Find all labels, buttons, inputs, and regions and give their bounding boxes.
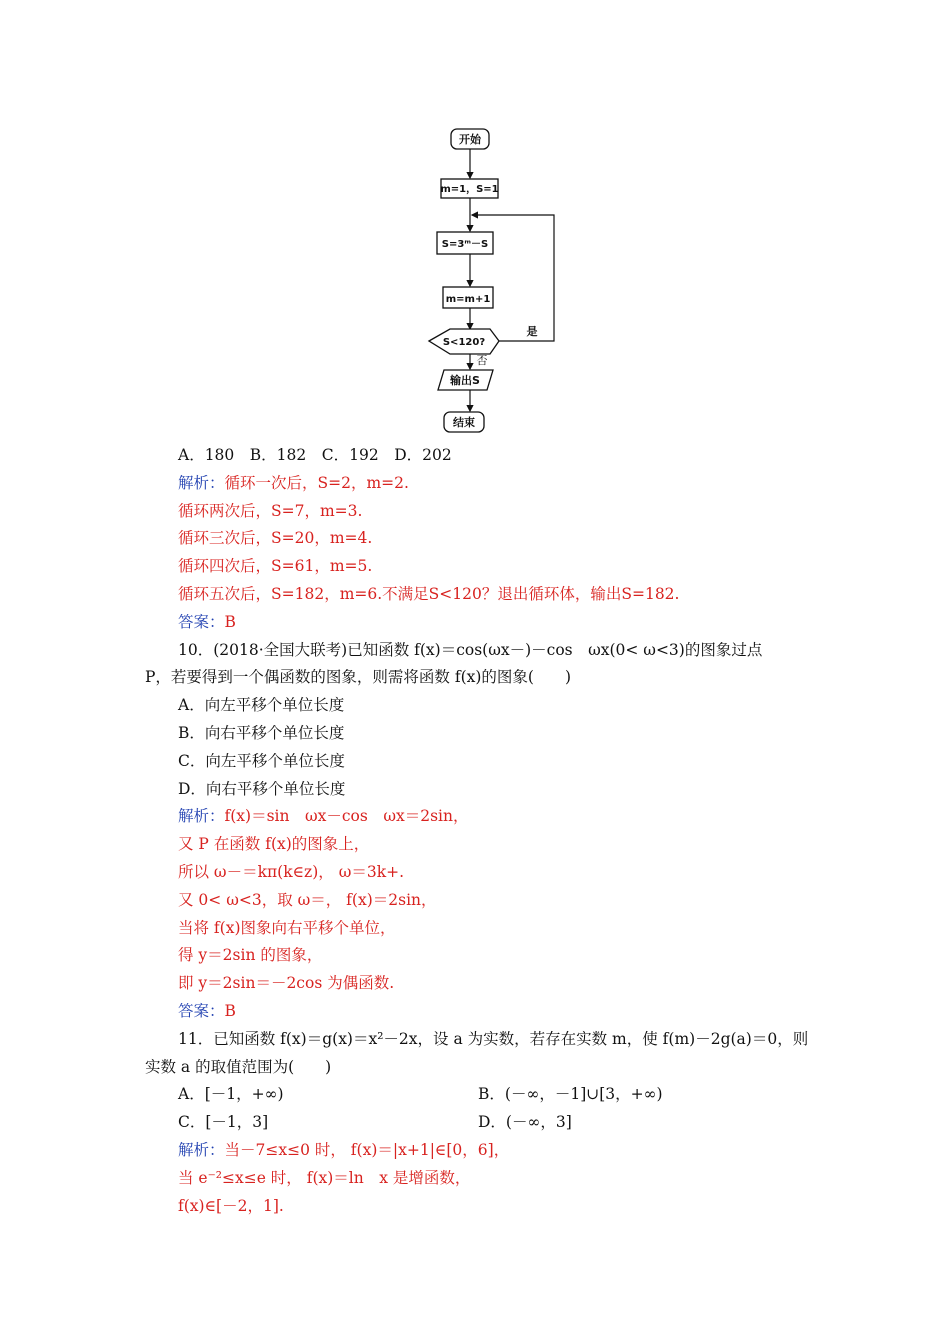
q10-option-c: C．向左平移个单位长度 (178, 751, 345, 770)
q11-analysis-2: 当 e⁻²≤x≤e 时， f(x)＝ln x 是增函数， (178, 1168, 471, 1187)
analysis-text: 当－7≤x≤0 时， f(x)＝|x+1|∈[0，6]， (224, 1140, 510, 1159)
q9-analysis-4: 循环四次后，S=61，m=5. (178, 557, 373, 576)
flowchart (420, 124, 580, 440)
q10-option-d: D．向右平移个单位长度 (178, 779, 346, 798)
q10-analysis-1 (145, 803, 810, 831)
q10-option-b: B．向右平移个单位长度 (178, 723, 345, 742)
q10-answer (145, 998, 810, 1026)
flow-init-label: m=1，S=1 (440, 184, 499, 195)
q9-analysis-2: 循环两次后，S=7，m=3. (178, 501, 363, 520)
answer-label: 答案： (178, 612, 225, 631)
q10-analysis-6: 得 y＝2sin 的图象， (178, 946, 323, 965)
answer-value: B (224, 612, 236, 631)
q11-option-d: D．(－∞，3] (478, 1113, 572, 1132)
flow-condition-label: S<120? (442, 337, 486, 348)
flow-assign-label: S=3ᵐ－S (441, 239, 489, 250)
analysis-label: 解析： (178, 807, 225, 826)
q10-stem-1: 10．(2018·全国大联考)已知函数 f(x)＝cos(ωx－)－cos ωx(0< ω<3)的图象过点 (178, 640, 763, 659)
answer-label: 答案： (178, 1001, 225, 1020)
q11-options-ab (145, 1081, 810, 1109)
q9-options: A．180 B．182 C．192 D．202 (178, 446, 452, 464)
q11-stem-2: 实数 a 的取值范围为( ) (145, 1057, 332, 1076)
document-body (145, 442, 810, 1220)
q10-stem-2: P，若要得到一个偶函数的图象，则需将函数 f(x)的图象( ) (145, 668, 572, 687)
analysis-text: f(x)＝sin ωx－cos ωx＝2sin， (224, 807, 469, 826)
answer-value: B (224, 1001, 236, 1020)
q9-analysis-5: 循环五次后，S=182，m=6.不满足S<120？退出循环体，输出S=182. (178, 584, 680, 603)
q11-option-a: A．[－1，+∞) (178, 1085, 284, 1104)
q10-option-a: A．向左平移个单位长度 (178, 696, 345, 715)
q9-analysis-1 (145, 470, 810, 498)
q11-option-b: B．(－∞，－1]∪[3，+∞) (478, 1085, 663, 1104)
q9-analysis-3: 循环三次后，S=20，m=4. (178, 529, 373, 548)
flow-yes-label: 是 (526, 325, 538, 338)
flow-output-label: 输出S (450, 374, 480, 387)
q11-option-c: C．[－1，3] (178, 1113, 269, 1132)
flow-start-label: 开始 (459, 133, 481, 146)
q11-options-cd (145, 1109, 810, 1137)
q11-analysis-3: f(x)∈[－2，1]. (178, 1196, 284, 1215)
q11-analysis-1 (145, 1137, 810, 1165)
q10-analysis-7: 即 y＝2sin＝－2cos 为偶函数. (178, 974, 395, 993)
q10-analysis-3: 所以 ω－＝kπ(k∈z)， ω＝3k+. (178, 862, 405, 881)
q10-analysis-5: 当将 f(x)图象向右平移个单位， (178, 918, 396, 937)
flow-increment-label: m=m+1 (445, 294, 491, 305)
q10-analysis-4: 又 0< ω<3，取 ω＝， f(x)＝2sin， (178, 890, 437, 909)
flow-end-label: 结束 (453, 416, 475, 429)
analysis-label: 解析： (178, 473, 225, 492)
q10-analysis-2: 又 P 在函数 f(x)的图象上， (178, 835, 370, 854)
flow-no-label: 否 (476, 354, 488, 367)
analysis-text: 循环一次后，S=2，m=2. (224, 473, 409, 492)
analysis-label: 解析： (178, 1140, 225, 1159)
q9-answer (145, 609, 810, 637)
q11-stem-1: 11．已知函数 f(x)＝g(x)＝x²－2x，设 a 为实数，若存在实数 m，使 f(m)－2g(a)＝0，则 (178, 1029, 809, 1048)
